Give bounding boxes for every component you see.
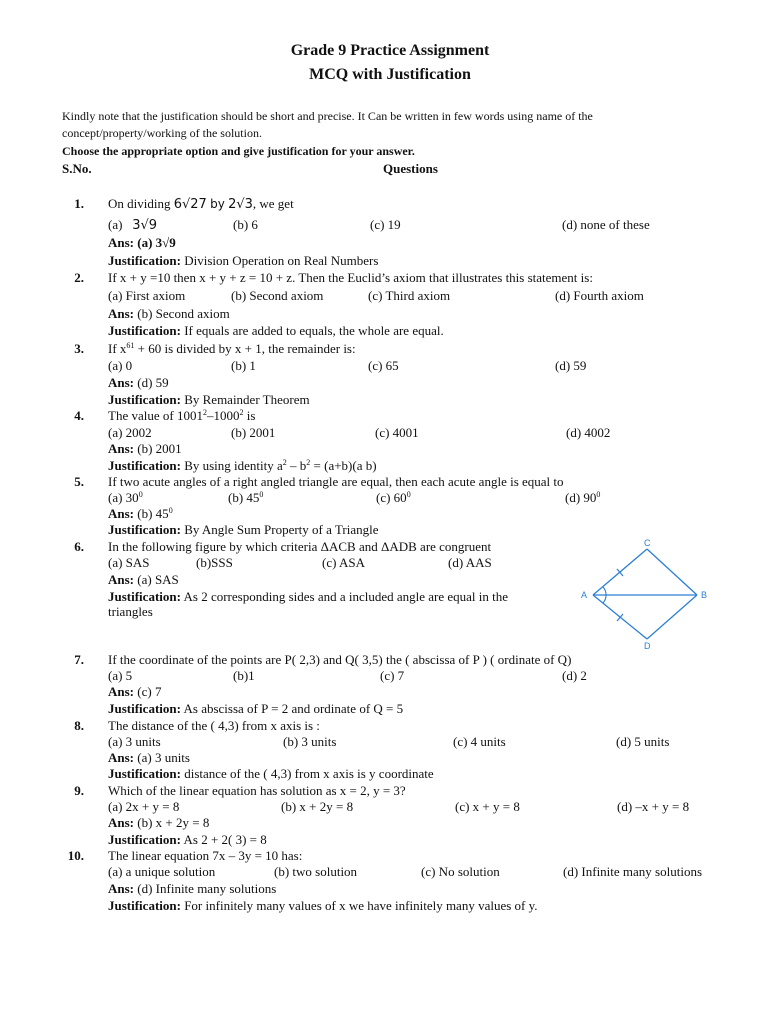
justification-label: Justification:	[108, 253, 181, 268]
question-text-part: The value of 1001	[108, 408, 203, 423]
question-text-part: –1000	[206, 408, 240, 423]
option-c: (c) 19	[370, 217, 401, 232]
option-b: (b) 2001	[231, 425, 276, 440]
option-label: (a)	[108, 217, 123, 232]
option-b: (b) Second axiom	[231, 288, 324, 303]
question-number: 5.	[74, 474, 84, 489]
justification-text: As abscissa of P = 2 and ordinate of Q = 5	[183, 701, 404, 716]
question-text-part: is	[243, 408, 256, 423]
option-c: (c) x + y = 8	[455, 799, 520, 814]
option-label: (c) 60	[376, 490, 407, 505]
justification-label: Justification:	[108, 522, 181, 537]
option-a: (a) 2x + y = 8	[108, 799, 180, 814]
option-a	[108, 218, 157, 232]
option-label: (d) 90	[565, 490, 597, 505]
answer-line	[108, 507, 173, 520]
vertex-label-c: C	[644, 538, 651, 548]
instruction-line-1: Kindly note that the justification should be short and precise. It Can be written in few words using name of the	[62, 109, 593, 123]
answer-label: Ans:	[108, 306, 135, 321]
option-a: (a) 3 units	[108, 734, 161, 749]
question-number: 10.	[67, 848, 84, 863]
option-d: (d) none of these	[562, 217, 650, 232]
exponent: 2	[239, 408, 244, 417]
vertex-label-a: A	[581, 590, 588, 600]
option-b: (b) 3 units	[283, 734, 337, 749]
option-b: (b) 6	[233, 217, 258, 232]
degree-sign: 0	[168, 506, 173, 515]
exponent: 2	[306, 458, 311, 467]
question-text: If two acute angles of a right angled triangle are equal, then each acute angle is equal to	[108, 474, 564, 489]
justification-line	[108, 393, 310, 406]
option-c: (c) 4001	[375, 425, 419, 440]
option-label: (a) 30	[108, 490, 139, 505]
math-expression: 3√9	[132, 218, 158, 233]
instruction-line-2: concept/property/working of the solution.	[62, 126, 262, 140]
option-c: (c) ASA	[322, 555, 365, 570]
question-number: 8.	[74, 718, 84, 733]
option-label: (b) 45	[228, 490, 260, 505]
justification-text: Division Operation on Real Numbers	[184, 253, 379, 268]
justification-text: distance of the ( 4,3) from x axis is y coordinate	[184, 766, 434, 781]
column-questions: Questions	[383, 161, 438, 176]
justification-label: Justification:	[108, 832, 181, 847]
justification-text: As 2 corresponding sides and a included angle are equal in the	[183, 589, 509, 604]
question-text: If the coordinate of the points are P( 2,3) and Q( 3,5) the ( abscissa of P ) ( ordinate of Q)	[108, 652, 572, 667]
question-text-part: , we get	[252, 196, 294, 211]
answer-line	[108, 307, 230, 320]
answer-value: (a) 3 units	[137, 750, 190, 765]
segment-db	[647, 595, 697, 639]
justification-line	[108, 523, 378, 536]
option-d: (d) AAS	[448, 555, 492, 570]
answer-line	[108, 573, 179, 586]
answer-value: (b) x + 2y = 8	[137, 815, 210, 830]
justification-line	[108, 899, 538, 912]
question-text	[108, 342, 356, 355]
option-c: (c) 65	[368, 358, 399, 373]
question-text	[108, 197, 294, 211]
answer-line	[108, 236, 176, 249]
justification-line-2: triangles	[108, 604, 153, 619]
question-text-part: + 60 is divided by x + 1, the remainder is:	[134, 341, 356, 356]
answer-label: Ans:	[108, 441, 135, 456]
exponent: 2	[282, 458, 287, 467]
answer-label: Ans:	[108, 684, 135, 699]
justification-text: If equals are added to equals, the whole are equal.	[184, 323, 444, 338]
answer-value: (a) SAS	[137, 572, 179, 587]
option-c: (c) Third axiom	[368, 288, 451, 303]
question-text: Which of the linear equation has solution as x = 2, y = 3?	[108, 783, 406, 798]
math-expression: 6√27	[173, 197, 207, 212]
question-number: 6.	[74, 539, 84, 554]
justification-text: By Remainder Theorem	[184, 392, 310, 407]
vertex-label-b: B	[701, 590, 708, 600]
question-text: In the following figure by which criteria ΔACB and ΔADB are congruent	[108, 539, 492, 554]
justification-label: Justification:	[108, 392, 181, 407]
answer-value: (a) 3√9	[137, 235, 176, 250]
exponent: 2	[202, 408, 207, 417]
justification-line	[108, 767, 434, 780]
question-number: 4.	[74, 408, 84, 423]
justification-label: Justification:	[108, 701, 181, 716]
degree-sign: 0	[138, 490, 143, 499]
answer-line	[108, 376, 169, 389]
question-number: 7.	[74, 652, 84, 667]
question-text: If x + y =10 then x + y + z = 10 + z. Then the Euclid’s axiom that illustrates this statement is:	[108, 270, 593, 285]
option-d	[565, 491, 600, 504]
option-d: (d) 5 units	[616, 734, 670, 749]
option-d: (d) Fourth axiom	[555, 288, 644, 303]
question-number: 9.	[74, 783, 84, 798]
answer-value: (c) 7	[137, 684, 162, 699]
option-a	[108, 491, 143, 504]
justification-text: By using identity a	[184, 458, 283, 473]
option-a: (a) 2002	[108, 425, 152, 440]
justification-text: For infinitely many values of x we have infinitely many values of y.	[184, 898, 538, 913]
justification-line	[108, 254, 378, 267]
answer-value: (d) Infinite many solutions	[137, 881, 277, 896]
column-sno: S.No.	[62, 161, 92, 176]
answer-label: Ans:	[108, 881, 135, 896]
justification-label: Justification:	[108, 589, 181, 604]
question-text: The linear equation 7x – 3y = 10 has:	[108, 848, 303, 863]
answer-label: Ans:	[108, 375, 135, 390]
answer-label: Ans:	[108, 506, 135, 521]
option-a: (a) First axiom	[108, 288, 186, 303]
justification-line	[108, 702, 403, 715]
option-a: (a) 5	[108, 668, 133, 683]
justification-text: – b	[286, 458, 307, 473]
answer-line	[108, 442, 182, 455]
degree-sign: 0	[596, 490, 601, 499]
answer-label: Ans:	[108, 235, 135, 250]
question-number: 1.	[74, 196, 84, 211]
justification-label: Justification:	[108, 766, 181, 781]
answer-line	[108, 816, 209, 829]
justification-label: Justification:	[108, 898, 181, 913]
question-number: 3.	[74, 341, 84, 356]
option-d: (d) Infinite many solutions	[563, 864, 703, 879]
option-a: (a) 0	[108, 358, 133, 373]
answer-value: (d) 59	[137, 375, 169, 390]
page-title: Grade 9 Practice Assignment	[290, 42, 490, 59]
answer-value: (b) 2001	[137, 441, 182, 456]
option-d: (d) 4002	[566, 425, 611, 440]
question-text-part: by	[210, 197, 225, 211]
answer-line	[108, 751, 190, 764]
segment-cb	[647, 549, 697, 595]
option-d: (d) –x + y = 8	[617, 799, 690, 814]
option-b: (b) two solution	[274, 864, 358, 879]
justification-text: As 2 + 2( 3) = 8	[183, 832, 267, 847]
answer-value: (b) 45	[137, 506, 169, 521]
option-a: (a) SAS	[108, 555, 150, 570]
option-b: (b)1	[233, 668, 255, 683]
math-expression: 2√3	[228, 197, 253, 212]
justification-label: Justification:	[108, 458, 181, 473]
question-number: 2.	[74, 270, 84, 285]
question-text	[108, 409, 255, 422]
question-text-part: On dividing	[108, 196, 171, 211]
option-b	[228, 491, 263, 504]
justification-label: Justification:	[108, 323, 181, 338]
justification-text: By Angle Sum Property of a Triangle	[184, 522, 379, 537]
answer-line	[108, 882, 276, 895]
exponent: 61	[126, 341, 135, 350]
page-subtitle: MCQ with Justification	[309, 66, 471, 83]
question-text-part: If x	[108, 341, 127, 356]
answer-label: Ans:	[108, 815, 135, 830]
degree-sign: 0	[259, 490, 264, 499]
justification-line	[108, 459, 377, 472]
justification-line	[108, 833, 267, 846]
option-b: (b)SSS	[196, 555, 233, 570]
option-b: (b) 1	[231, 358, 256, 373]
option-d: (d) 59	[555, 358, 587, 373]
option-c: (c) No solution	[421, 864, 500, 879]
answer-label: Ans:	[108, 572, 135, 587]
instruction-line-3: Choose the appropriate option and give justification for your answer.	[62, 144, 415, 158]
answer-line	[108, 685, 161, 698]
option-b: (b) x + 2y = 8	[281, 799, 354, 814]
option-c: (c) 4 units	[453, 734, 506, 749]
justification-line	[108, 590, 508, 603]
answer-value: (b) Second axiom	[137, 306, 230, 321]
option-c	[376, 491, 411, 504]
congruence-figure	[555, 535, 725, 650]
option-c: (c) 7	[380, 668, 405, 683]
degree-sign: 0	[406, 490, 411, 499]
answer-label: Ans:	[108, 750, 135, 765]
option-a: (a) a unique solution	[108, 864, 216, 879]
justification-text: = (a+b)(a b)	[310, 458, 377, 473]
option-d: (d) 2	[562, 668, 587, 683]
question-text: The distance of the ( 4,3) from x axis is :	[108, 718, 320, 733]
vertex-label-d: D	[644, 641, 651, 650]
justification-line	[108, 324, 444, 337]
